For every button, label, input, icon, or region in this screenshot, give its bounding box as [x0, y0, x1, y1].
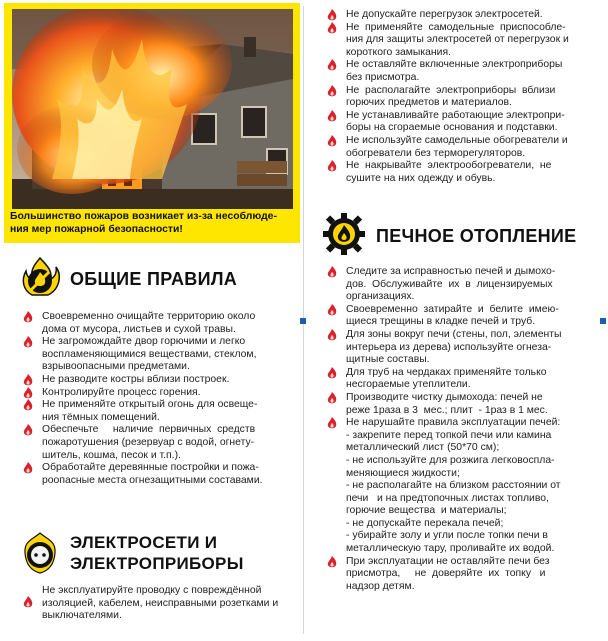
section-general-header	[18, 255, 237, 299]
flame-bullet-icon	[326, 135, 338, 148]
electric-title-line: ЭЛЕКТРОПРИБОРЫ	[70, 554, 244, 573]
flame-bullet-icon	[22, 424, 34, 437]
flame-bullet-icon	[326, 367, 338, 380]
general-rules-list	[22, 311, 294, 487]
sub-item: печи и на предтопочных листах топливо,	[346, 492, 549, 504]
flame-bullet-icon	[22, 387, 34, 400]
electric-rules-list-right	[326, 9, 594, 185]
stove-gear-fire-icon	[322, 212, 366, 256]
list-item: Не допускайте перегрузок электросетей.	[326, 9, 594, 22]
flame-bullet-icon	[326, 9, 338, 22]
list-item: Своевременно очищайте территорию около дома от мусора, листьев и сухой травы.	[22, 311, 294, 336]
flame-bullet-icon	[22, 311, 34, 324]
sub-item: - не располагайте на близком расстоянии от	[346, 480, 561, 492]
flame-bullet-icon	[326, 22, 338, 35]
list-item: Не эксплуатируйте проводку с повреждённой изоляцией, кабелем, неисправными розетками и выключателями.	[22, 585, 294, 623]
flame-bullet-icon	[326, 59, 338, 72]
list-item: Не устанавливайте работающие электропри- боры на сгораемые основания и подставки.	[326, 110, 594, 135]
flame-bullet-icon	[326, 417, 338, 430]
caption-line: ния мер пожарной безопасности!	[10, 224, 183, 235]
flame-bullet-icon	[326, 392, 338, 405]
flame-bullet-icon	[326, 110, 338, 123]
list-item: Не загромождайте двор горючими и легко воспламеняющимися веществами, стеклом, взрывоопасными предметами.	[22, 336, 294, 374]
sub-item: меняющиеся жидкости;	[346, 467, 460, 479]
section-electric-title	[70, 532, 244, 574]
list-item: Для труб на чердаках применяйте только несгораемые утеплители.	[326, 367, 594, 392]
sub-item: - не допускайте перекала печей;	[346, 517, 504, 529]
flame-bullet-icon	[326, 556, 338, 569]
flame-bullet-icon	[326, 329, 338, 342]
flame-bullet-icon	[326, 85, 338, 98]
socket-icon	[18, 531, 62, 575]
electric-title-line: ЭЛЕКТРОСЕТИ И	[70, 533, 218, 552]
sub-item: - закрепите перед топкой печи или камина	[346, 429, 552, 441]
section-electric-header	[18, 531, 244, 575]
flame-bullet-icon	[22, 399, 34, 412]
list-item: Не применяйте самодельные приспособле- ния для защиты электросетей от перегрузок и короткого замыкания.	[326, 22, 594, 60]
list-item: При эксплуатации не оставляйте печи без присмотра, не доверяйте их топку и надзор детям.	[326, 556, 594, 594]
list-item: Не применяйте открытый огонь для освеще- ния тёмных помещений.	[22, 399, 294, 424]
section-stove-header	[322, 212, 576, 256]
section-general-title: ОБЩИЕ ПРАВИЛА	[70, 268, 238, 289]
list-item: Не располагайте электроприборы вблизи горючих предметов и материалов.	[326, 85, 594, 110]
photo-caption	[10, 210, 296, 236]
list-item: Не оставляйте включенные электроприборы без присмотра.	[326, 59, 594, 84]
trim-mark	[300, 318, 306, 324]
list-item: Своевременно затирайте и белите имею- щиеся трещины в кладке печей и труб.	[326, 304, 594, 329]
sub-item: - не используйте для розжига легковоспла-	[346, 454, 555, 466]
flame-bullet-icon	[326, 160, 338, 173]
list-item: Следите за исправностью печей и дымохо- дов. Обслуживайте их в лицензируемых организациях.	[326, 266, 594, 304]
sub-item: металлическую тару, проливайте их водой.	[346, 543, 555, 555]
photo-frame	[4, 3, 300, 243]
sub-item: горючие вещества и материалы;	[346, 505, 507, 517]
flame-bullet-icon	[22, 336, 34, 349]
sub-item: металлический лист (50*70 см);	[346, 442, 500, 454]
flame-bullet-icon	[22, 462, 34, 475]
flame-bullet-icon	[22, 374, 34, 387]
caption-line: Большинство пожаров возникает из-за несоблюде-	[10, 211, 277, 222]
flame-bullet-icon	[326, 266, 338, 279]
list-item: Производите чистку дымохода: печей не реже 1раза в 3 мес.; плит - 1раз в 1 мес.	[326, 392, 594, 417]
list-item: Обеспечьте наличие первичных средств пожаротушения (резервуар с водой, огнету- шитель, кошма, песок и т.п.).	[22, 424, 294, 462]
flame-bullet-icon	[22, 596, 34, 609]
list-item: Для зоны вокруг печи (стены, пол, элементы интерьера из дерева) используйте огнеза- щитные составы.	[326, 329, 594, 367]
stove-rules-list	[326, 266, 594, 593]
trim-mark	[600, 318, 606, 324]
no-fire-icon	[18, 255, 62, 299]
list-item: Обработайте деревянные постройки и пожа- роопасные места огнезащитными составами.	[22, 462, 294, 487]
list-item: Не накрывайте электрообогреватели, не сушите на них одежду и обувь.	[326, 160, 594, 185]
list-item: Не разводите костры вблизи построек.	[22, 374, 294, 387]
section-stove-title: ПЕЧНОЕ ОТОПЛЕНИЕ	[376, 225, 577, 246]
list-item: Контролируйте процесс горения.	[22, 387, 294, 400]
electric-rules-list-left	[22, 585, 294, 623]
list-item: Не нарушайте правила эксплуатации печей: - закрепите перед топкой печи или камина металлический лист (50*70 см); - не используйте для розжига легковоспла- меняющиеся жидкости; - не располагайте на близком расстоянии от печи и на предтопочных листах топливо, горючие вещества и материалы; - не допускайте перекала печей; - убирайте золу и угли после топки печи в металлическую тару, проливайте их водой.	[326, 417, 594, 556]
sub-item: - убирайте золу и угли после топки печи в	[346, 530, 548, 542]
list-item: Не используйте самодельные обогреватели и обогреватели без терморегуляторов.	[326, 135, 594, 160]
flame-bullet-icon	[326, 304, 338, 317]
house-fire-photo	[12, 9, 293, 209]
